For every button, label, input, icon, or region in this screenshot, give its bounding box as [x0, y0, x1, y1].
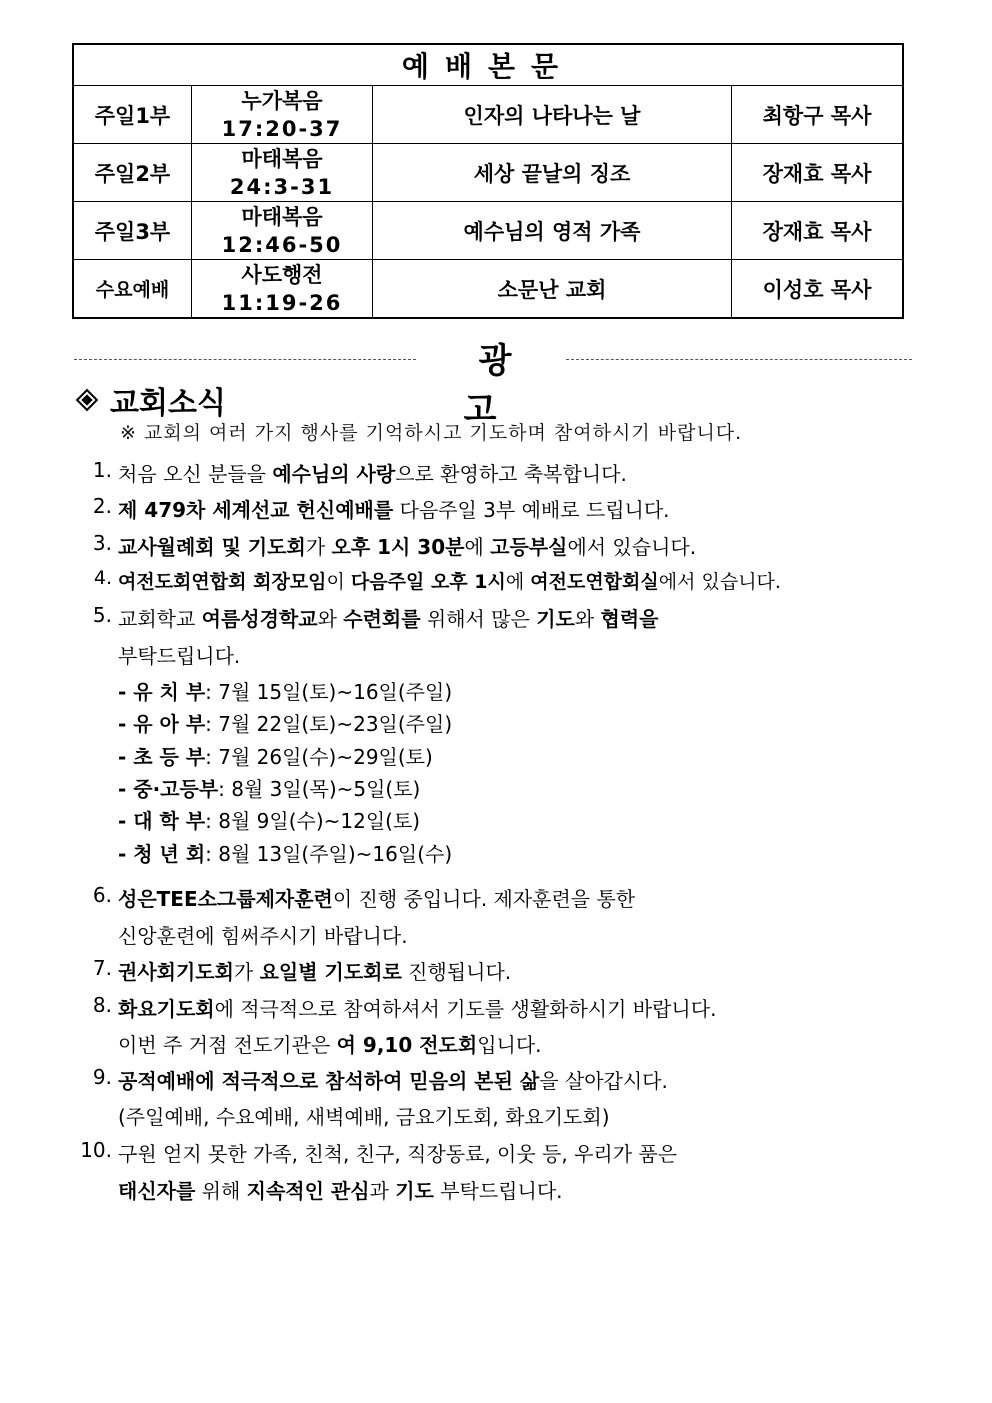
- table-row: [73, 86, 903, 144]
- preacher: 최항구 목사: [732, 86, 904, 144]
- service-name: 주일3부: [73, 202, 192, 260]
- service-name: 주일1부: [73, 86, 192, 144]
- list-item-continuation: 태신자를 위해 지속적인 관심과 기도 부탁드립니다.: [118, 1179, 563, 1203]
- schedule-item: - 초 등 부: 7월 26일(수)~29일(토): [118, 745, 433, 769]
- sermon-table: [72, 43, 904, 319]
- list-item-continuation: (주일예배, 수요예배, 새벽예배, 금요기도회, 화요기도회): [118, 1105, 610, 1129]
- divider: [74, 359, 416, 360]
- sermon-title: 인자의 나타나는 날: [373, 86, 732, 144]
- sermon-title: 세상 끝날의 징조: [373, 144, 732, 202]
- service-name: 수요예배: [73, 260, 192, 319]
- table-row: [73, 260, 903, 319]
- scripture-ref: 사도행전 11:19-26: [192, 260, 373, 319]
- schedule-item: - 청 년 회: 8월 13일(주일)~16일(수): [118, 842, 453, 866]
- list-item-continuation: 부탁드립니다.: [118, 644, 241, 668]
- section-heading: 교회소식: [76, 378, 226, 422]
- preacher: 장재효 목사: [732, 202, 904, 260]
- schedule-item: - 중·고등부: 8월 3일(목)~5일(토): [118, 777, 421, 801]
- scripture-ref: 마태복음 12:46-50: [192, 202, 373, 260]
- divider: [566, 359, 912, 360]
- preacher: 장재효 목사: [732, 144, 904, 202]
- sermon-title: 소문난 교회: [373, 260, 732, 319]
- sermon-title: 예수님의 영적 가족: [373, 202, 732, 260]
- scripture-ref: 누가복음 17:20-37: [192, 86, 373, 144]
- list-item-continuation: 신앙훈련에 힘써주시기 바랍니다.: [118, 924, 408, 948]
- schedule-item: - 대 학 부: 8월 9일(수)~12일(토): [118, 809, 421, 833]
- preacher: 이성호 목사: [732, 260, 904, 319]
- table-row: [73, 144, 903, 202]
- schedule-item: - 유 아 부: 7월 22일(토)~23일(주일): [118, 712, 453, 736]
- service-name: 주일2부: [73, 144, 192, 202]
- schedule-item: - 유 치 부: 7월 15일(토)~16일(주일): [118, 680, 453, 704]
- diamond-icon: [76, 389, 98, 411]
- announcements-title: 광고: [463, 341, 542, 430]
- table-row: [73, 202, 903, 260]
- table-heading: 예배본문: [73, 44, 903, 86]
- scripture-ref: 마태복음 24:3-31: [192, 144, 373, 202]
- notice-text: ※ 교회의 여러 가지 행사를 기억하시고 기도하며 참여하시기 바랍니다.: [120, 422, 743, 444]
- list-item-continuation: 이번 주 거점 전도기관은 여 9,10 전도회입니다.: [118, 1033, 542, 1057]
